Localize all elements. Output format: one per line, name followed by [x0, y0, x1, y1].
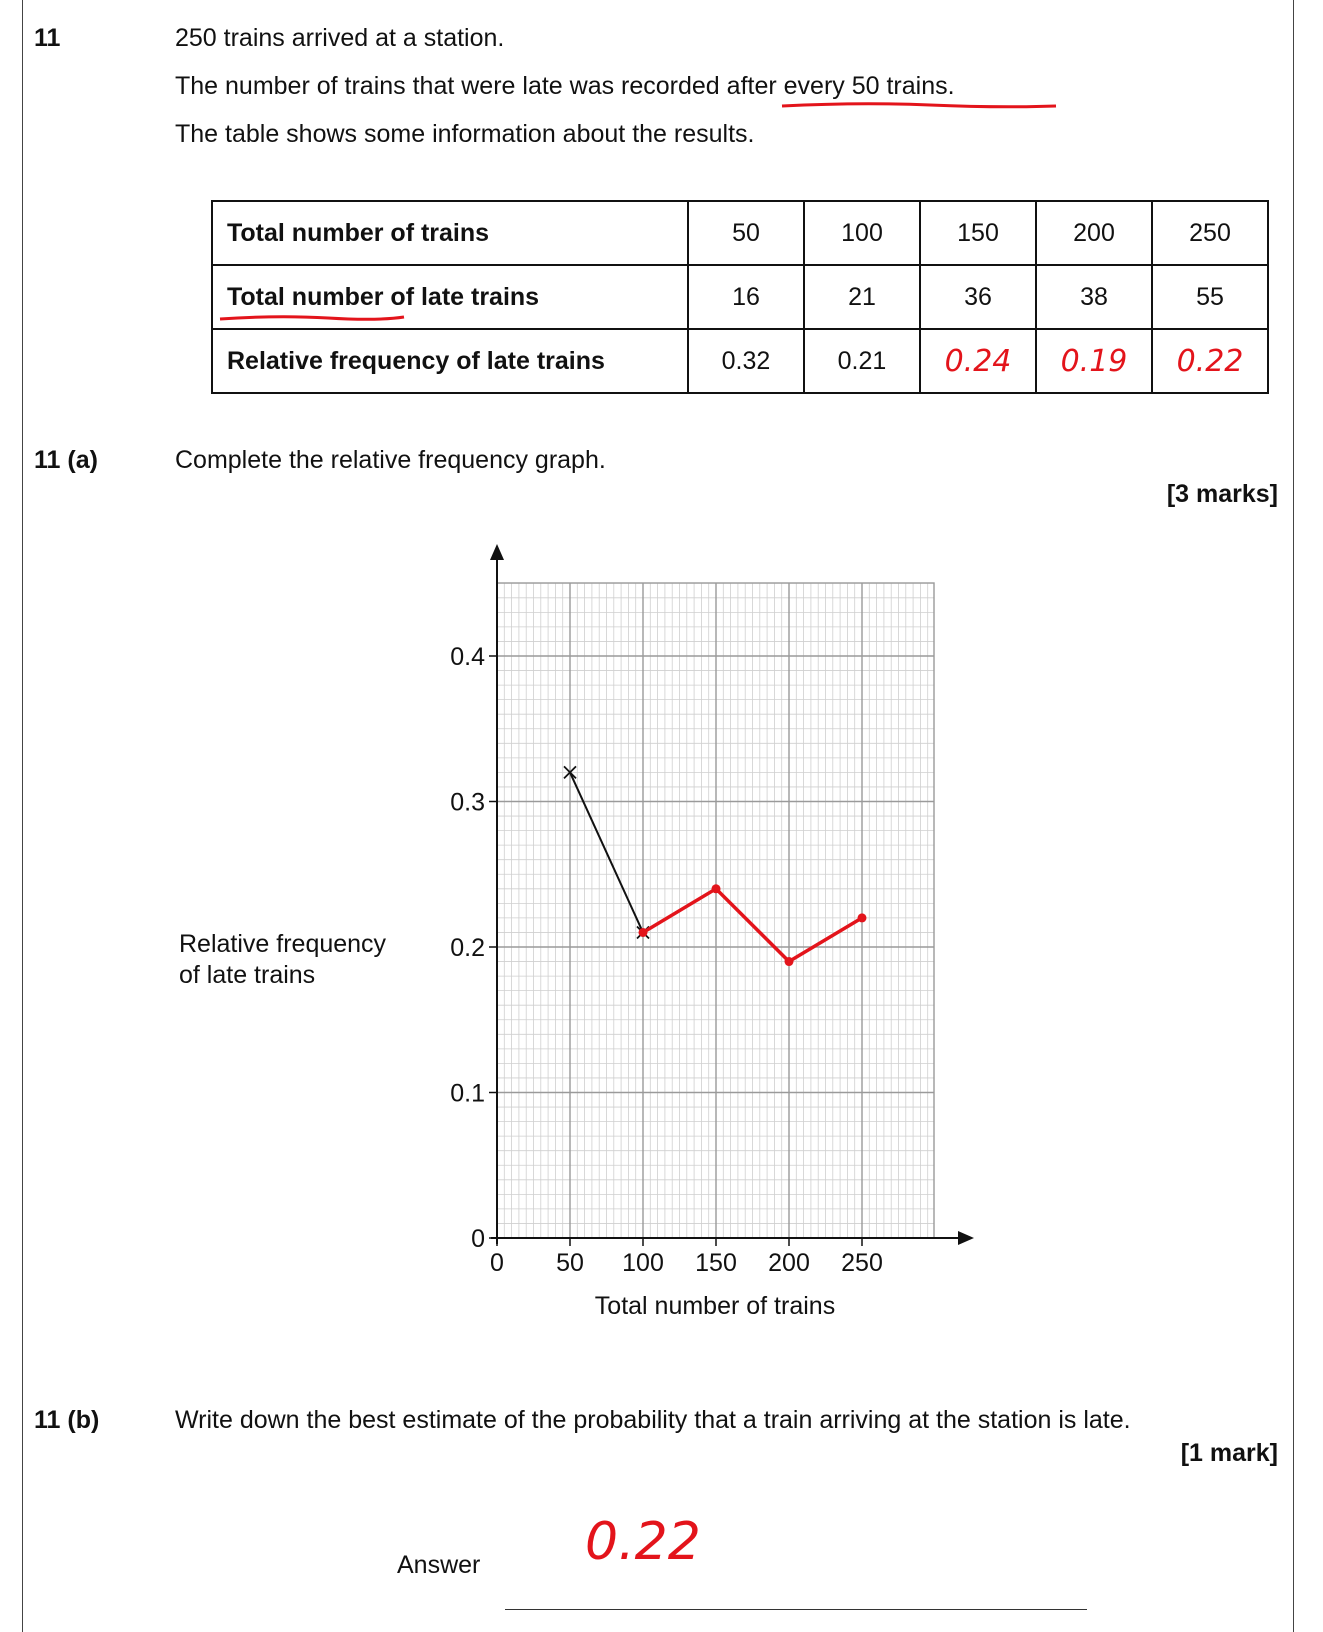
table-cell: 150 — [920, 201, 1036, 265]
data-point — [785, 957, 794, 966]
data-point — [639, 928, 648, 937]
table-cell: 50 — [688, 201, 804, 265]
y-tick-label: 0.3 — [450, 788, 485, 817]
data-point — [858, 913, 867, 922]
y-axis-arrow — [490, 544, 504, 560]
table-cell: 0.21 — [804, 329, 920, 393]
part-b-label: 11 (b) — [34, 1406, 100, 1434]
x-axis-arrow — [958, 1231, 974, 1245]
x-tick-label: 100 — [622, 1249, 664, 1277]
part-b-prompt: Write down the best estimate of the probability that a train arriving at the station is late. — [175, 1406, 1131, 1434]
y-tick-label: 0.1 — [450, 1079, 485, 1108]
row-header: Total number of trains — [212, 201, 688, 265]
question-number: 11 — [34, 24, 61, 52]
table-cell: 200 — [1036, 201, 1152, 265]
table-cell: 36 — [920, 265, 1036, 329]
table-cell: 250 — [1152, 201, 1268, 265]
y-tick-label: 0.4 — [450, 643, 485, 671]
question-line-3: The table shows some information about the results. — [175, 120, 755, 148]
part-a-prompt: Complete the relative frequency graph. — [175, 446, 606, 474]
x-tick-label: 250 — [841, 1249, 883, 1277]
table-cell: 100 — [804, 201, 920, 265]
answer-label: Answer — [397, 1551, 481, 1579]
y-tick-label: 0.2 — [450, 934, 485, 962]
answer-line — [505, 1609, 1087, 1610]
table-cell: 55 — [1152, 265, 1268, 329]
y-tick-label: 0 — [471, 1225, 485, 1253]
x-tick-label: 200 — [768, 1249, 810, 1277]
x-tick-label: 50 — [556, 1249, 584, 1277]
table-cell: 38 — [1036, 265, 1152, 329]
table-cell: 21 — [804, 265, 920, 329]
table-cell: 16 — [688, 265, 804, 329]
y-axis-label: Relative frequency of late trains — [179, 930, 387, 989]
data-point — [712, 884, 721, 893]
data-series — [564, 766, 867, 966]
x-axis-label: Total number of trains — [594, 1292, 836, 1320]
handwritten-cell: 0.22 — [1152, 329, 1268, 393]
answer-value: 0.22 — [585, 1512, 701, 1572]
table-cell: 0.32 — [688, 329, 804, 393]
handwritten-cell: 0.24 — [920, 329, 1036, 393]
part-a-label: 11 (a) — [34, 446, 98, 474]
x-tick-label: 0 — [490, 1249, 504, 1277]
question-line-1: 250 trains arrived at a station. — [175, 24, 505, 52]
question-line-2: The number of trains that were late was recorded after every 50 trains. — [175, 72, 955, 100]
x-tick-label: 150 — [695, 1249, 737, 1277]
row-header: Total number of late trains — [212, 265, 688, 329]
handwritten-cell: 0.19 — [1036, 329, 1152, 393]
part-b-marks: [1 mark] — [1180, 1439, 1278, 1467]
part-a-marks: [3 marks] — [1166, 480, 1278, 508]
row-header: Relative frequency of late trains — [212, 329, 688, 393]
